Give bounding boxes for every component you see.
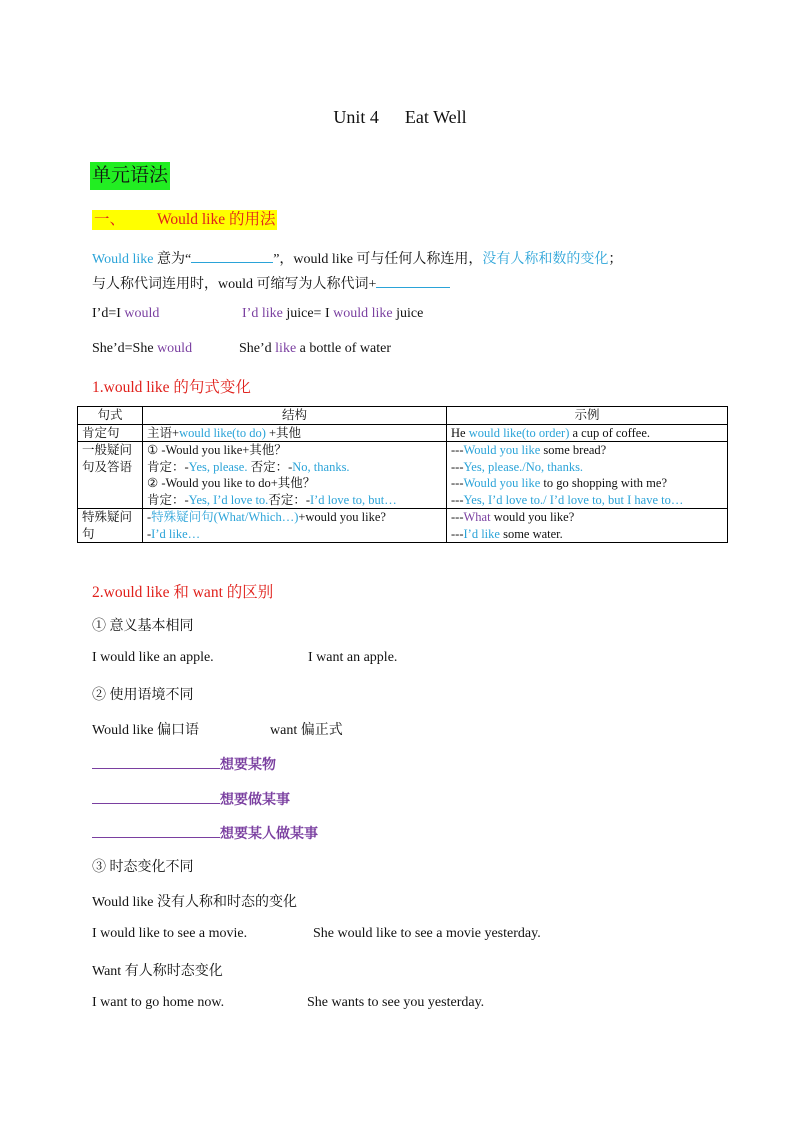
heading-number: 一、: [94, 211, 126, 228]
row-general-question-example: ---Would you like some bread? ---Yes, please./No, thanks. ---Would you like to go shopping with me? ---Yes, I’d love to./ I’d love to, but I have to…: [447, 442, 728, 509]
row-general-question-structure: ① -Would you like+其他？ 肯定：-Yes, please. 否定：-No, thanks. ② -Would you like to do+其他？ 肯定：-Yes, I’d love to.否定：-I’d love to, but…: [143, 442, 447, 509]
ex1-i: juice: [396, 306, 424, 321]
example-line-1b: [242, 306, 423, 322]
diff-example-3b: She would like to see a movie yesterday.: [313, 926, 541, 941]
heading-would-like-usage: [92, 210, 277, 230]
ex1-c: I’d: [242, 306, 259, 321]
example-line-1: [92, 306, 159, 322]
heading-text: Would like 的用法: [157, 211, 276, 228]
section-heading-1: 1.would like 的句式变化: [92, 379, 251, 396]
row-general-question-label: 一般疑问句及答语: [78, 442, 143, 509]
fill-in-3-label: 想要某人做某事: [220, 827, 318, 842]
table-header-row: [78, 407, 728, 425]
page-title: [0, 107, 800, 128]
intro-meaning: 意为“: [156, 252, 192, 267]
fill-in-1: [92, 753, 276, 774]
row-affirmative-structure: 主语+would like(to do) +其他: [143, 424, 447, 442]
intro-line-1: [92, 248, 622, 268]
example-line-2: [92, 341, 192, 357]
header-example: 示例: [447, 407, 728, 425]
ex2-e: a bottle of water: [299, 341, 392, 356]
unit-label: Unit 4: [333, 107, 379, 127]
blank-meaning: [191, 248, 273, 263]
row-special-question-label: 特殊疑问句: [78, 509, 143, 543]
diff-example-2a: Would like 偏口语: [92, 723, 199, 738]
fill-in-1-label: 想要某物: [220, 758, 276, 773]
ex1-b: would: [124, 306, 160, 321]
blank-contraction: [376, 273, 450, 288]
fill-in-2: [92, 788, 290, 809]
fill-in-2-label: 想要做某事: [220, 793, 290, 808]
intro-punct: ；: [608, 252, 623, 267]
diff-example-1b: I want an apple.: [308, 650, 398, 665]
ex2-a: She’d=She: [92, 341, 154, 356]
ex1-h: like: [371, 306, 393, 321]
row-special-question-structure: -特殊疑问句(What/Which…)+would you like? -I’d like…: [143, 509, 447, 543]
blank-1: [92, 753, 220, 769]
intro-no-change: 没有人称和数的变化: [482, 252, 609, 267]
ex2-c: She’d: [239, 341, 272, 356]
diff-point-3: ③ 时态变化不同: [92, 860, 194, 875]
diff-example-3a: I would like to see a movie.: [92, 926, 248, 941]
blank-2: [92, 788, 220, 804]
diff-example-1a: I would like an apple.: [92, 650, 214, 665]
diff-point-2: ② 使用语境不同: [92, 688, 194, 703]
diff-example-3d: She wants to see you yesterday.: [307, 995, 485, 1010]
intro-would-like: Would like: [92, 252, 154, 267]
header-structure: 结构: [143, 407, 447, 425]
diff-example-2b: want 偏正式: [270, 723, 343, 738]
ex1-e: juice=: [286, 306, 322, 321]
table-row: [78, 424, 728, 442]
section-heading-2: 2.would like 和 want 的区别: [92, 584, 274, 601]
ex1-g: would: [333, 306, 369, 321]
ex1-d: like: [261, 306, 283, 321]
unit-grammar-badge: 单元语法: [90, 162, 170, 190]
diff-point-3-line-2: Want 有人称时态变化: [92, 964, 223, 979]
unit-name: Eat Well: [404, 107, 467, 127]
diff-point-3-line-1: Would like 没有人称和时态的变化: [92, 895, 297, 910]
diff-example-3c: I want to go home now.: [92, 995, 225, 1010]
fill-in-3: [92, 822, 318, 843]
intro-usage: ”，would like 可与任何人称连用，: [273, 252, 483, 267]
ex1-a: I’d=I: [92, 306, 121, 321]
example-line-2b: [239, 341, 391, 357]
intro-line-2: [92, 273, 450, 293]
diff-point-1: ① 意义基本相同: [92, 619, 194, 634]
ex1-f: I: [324, 306, 330, 321]
ex2-d: like: [275, 341, 297, 356]
intro-contraction: 与人称代词连用时，would 可缩写为人称代词+: [92, 277, 377, 292]
sentence-pattern-table: [77, 406, 728, 543]
table-row: [78, 509, 728, 543]
row-affirmative-example: He would like(to order) a cup of coffee.: [447, 424, 728, 442]
header-pattern: 句式: [78, 407, 143, 425]
blank-3: [92, 822, 220, 838]
table-row: [78, 442, 728, 509]
ex2-b: would: [157, 341, 193, 356]
row-special-question-example: ---What would you like? ---I’d like some water.: [447, 509, 728, 543]
row-affirmative-label: 肯定句: [78, 424, 143, 442]
